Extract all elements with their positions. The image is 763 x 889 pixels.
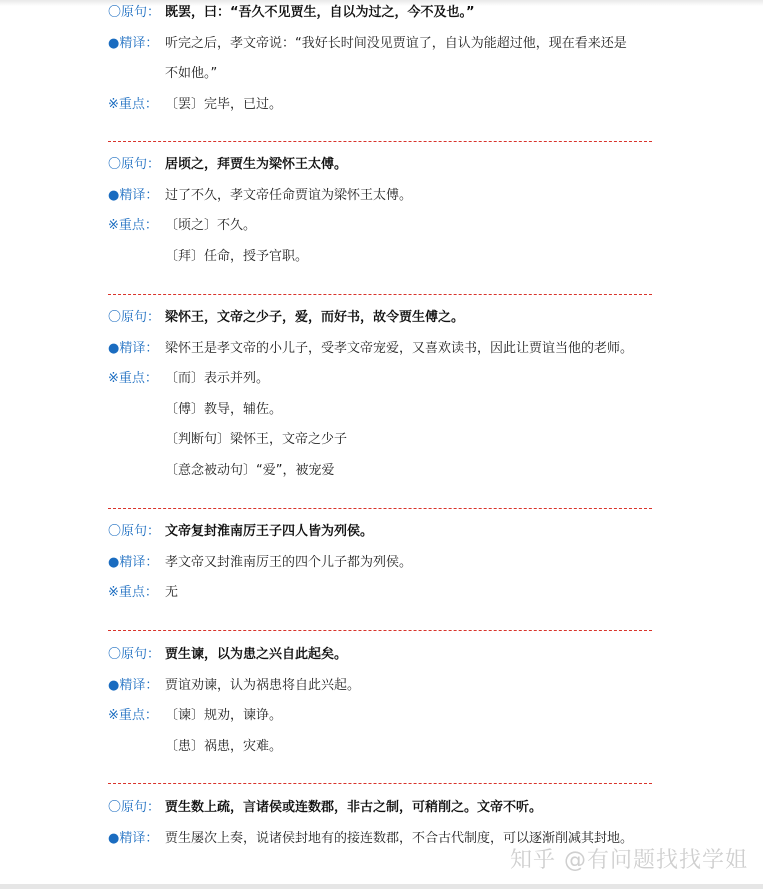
line-label: ※重点： — [108, 708, 158, 724]
line-label: ●精译： — [108, 187, 159, 203]
section-line — [108, 155, 348, 175]
line-label: ※重点： — [108, 218, 158, 234]
line-label: ●精译： — [108, 554, 159, 570]
section-line — [108, 829, 634, 849]
line-label: 〇原句： — [108, 800, 161, 815]
section-line — [108, 95, 283, 115]
section-line — [108, 583, 179, 603]
line-text: 〔拜〕任命，授予官职。 — [165, 248, 309, 264]
line-text: 〔谏〕规劝，谏诤。 — [165, 708, 283, 724]
section-line — [108, 798, 543, 818]
line-label: ●精译： — [108, 35, 159, 51]
original-sentence: 既罢，曰：“吾久不见贾生，自以为过之，今不及也。” — [165, 5, 475, 20]
section-divider — [108, 141, 652, 142]
section-line — [108, 461, 335, 481]
line-text: 〔判断句〕梁怀王，文帝之少子 — [165, 432, 348, 448]
section-line — [108, 308, 465, 328]
line-text: 〔傅〕教导，辅佐。 — [165, 401, 283, 417]
line-label: ※重点： — [108, 96, 158, 112]
line-text: 无 — [165, 585, 179, 601]
line-label: ●精译： — [108, 677, 159, 693]
original-sentence: 贾生谏，以为患之兴自此起矣。 — [165, 647, 348, 662]
line-label: ※重点： — [108, 371, 158, 387]
line-label: 〇原句： — [108, 5, 161, 20]
section-line — [108, 706, 283, 726]
section-line — [108, 645, 348, 665]
line-label: 〇原句： — [108, 310, 161, 325]
line-label: 〇原句： — [108, 157, 161, 172]
line-text: 〔顷之〕不久。 — [165, 218, 257, 234]
line-text: 贾生屡次上奏，说诸侯封地有的接连数郡，不合古代制度，可以逐渐削减其封地。 — [165, 830, 634, 846]
bottom-scroll-edge — [0, 884, 763, 889]
section-line — [108, 64, 218, 84]
original-sentence: 贾生数上疏，言诸侯或连数郡，非古之制，可稍削之。文帝不听。 — [165, 800, 543, 815]
original-sentence: 文帝复封淮南厉王子四人皆为列侯。 — [165, 524, 374, 539]
section-line — [108, 737, 283, 757]
section-line — [108, 369, 270, 389]
section-divider — [108, 294, 652, 295]
section-line — [108, 186, 413, 206]
line-label: ※重点： — [108, 585, 158, 601]
line-text: 〔而〕表示并列。 — [165, 371, 270, 387]
line-text: 过了不久，孝文帝任命贾谊为梁怀王太傅。 — [165, 187, 413, 203]
line-label: 〇原句： — [108, 524, 161, 539]
line-text: 〔患〕祸患，灾难。 — [165, 738, 283, 754]
line-text: 梁怀王是孝文帝的小儿子，受孝文帝宠爱，又喜欢读书，因此让贾谊当他的老师。 — [165, 340, 634, 356]
line-text: 贾谊劝谏，认为祸患将自此兴起。 — [165, 677, 361, 693]
section-line — [108, 400, 283, 420]
section-divider — [108, 783, 652, 784]
line-label: 〇原句： — [108, 647, 161, 662]
section-line — [108, 430, 348, 450]
section-line — [108, 3, 475, 23]
line-label: ●精译： — [108, 830, 159, 846]
watermark: 知乎 @有问题找找学姐 — [510, 848, 748, 873]
section-divider — [108, 508, 652, 509]
line-text: 孝文帝又封淮南厉王的四个儿子都为列侯。 — [165, 554, 413, 570]
line-text: 不如他。” — [165, 66, 218, 82]
line-text: 〔罢〕完毕，已过。 — [165, 96, 283, 112]
line-text: 〔意念被动句〕“爱”，被宠爱 — [165, 463, 335, 478]
section-line — [108, 216, 257, 236]
line-text: 听完之后，孝文帝说：“我好长时间没见贾谊了，自认为能超过他，现在看来还是 — [165, 35, 627, 51]
section-line — [108, 339, 634, 359]
section-line — [108, 247, 309, 267]
original-sentence: 居顷之，拜贾生为梁怀王太傅。 — [165, 157, 348, 172]
section-line — [108, 676, 361, 696]
section-divider — [108, 630, 652, 631]
line-label: ●精译： — [108, 340, 159, 356]
original-sentence: 梁怀王，文帝之少子，爱，而好书，故令贾生傅之。 — [165, 310, 465, 325]
section-line — [108, 34, 627, 54]
section-line — [108, 553, 413, 573]
section-line — [108, 522, 374, 542]
